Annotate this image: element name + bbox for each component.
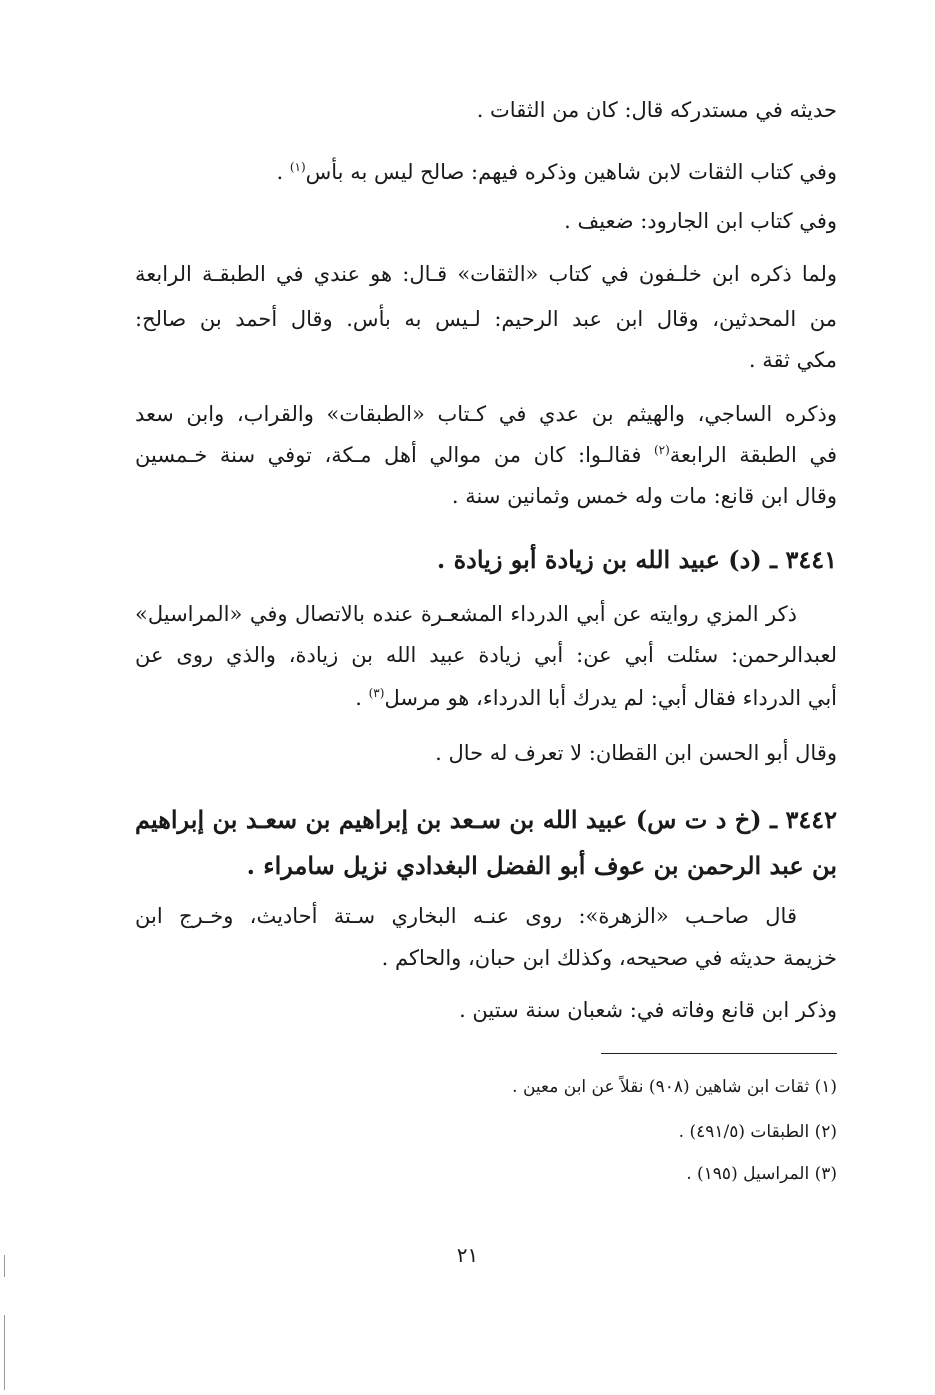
line-text: وفي كتاب الثقات لابن شاهين وذكره فيهم: صالح ليس به بأس: [305, 160, 837, 184]
main-text: [135, 0, 837, 1040]
paragraph-line: لعبدالرحمن: سئلت أبي عن: أبي زيادة عبيد الله بن زيادة، والذي روى عن: [135, 643, 837, 667]
paragraph-line: [135, 680, 837, 716]
footnote-separator: [601, 1053, 837, 1054]
paragraph-line: [135, 437, 837, 473]
paragraph-line: وذكر ابن قانع وفاته في: شعبان سنة ستين .: [459, 998, 837, 1022]
line-text: أبي الدرداء فقال أبي: لم يدرك أبا الدرداء، هو مرسل: [384, 686, 837, 710]
paragraph-line: مكي ثقة .: [748, 348, 837, 372]
paragraph-line: ذكر المزي روايته عن أبي الدرداء المشعـرة عنده بالاتصال وفي «المراسيل»: [135, 602, 797, 626]
paragraph-line: وفي كتاب ابن الجارود: ضعيف .: [564, 209, 837, 233]
footnote-ref-2[interactable]: (٢): [653, 443, 670, 457]
paragraph-line: خزيمة حديثه في صحيحه، وكذلك ابن حبان، والحاكم .: [381, 946, 837, 970]
footnote-2: (٢) الطبقات (٤٩١/٥) .: [678, 1122, 837, 1142]
page-number: ٢١: [456, 1243, 479, 1267]
footnote-ref-1[interactable]: (١): [289, 160, 306, 174]
line-text: في الطبقة الرابعة: [669, 443, 838, 467]
entry-heading-3442-cont: بن عبد الرحمن بن عوف أبو الفضل البغدادي نزيل سامراء .: [246, 851, 837, 880]
paragraph-line: قال صاحـب «الزهرة»: روى عنـه البخاري سـتة أحاديث، وخـرج ابن: [135, 904, 797, 928]
scan-edge-mark: [4, 1315, 5, 1390]
paragraph-line: حديثه في مستدركه قال: كان من الثقات .: [476, 98, 837, 122]
line-text: فقالـوا: كان من موالي أهل مـكة، توفي سنة خـمسين: [135, 443, 654, 467]
scan-edge-mark: [4, 1255, 5, 1277]
line-tail: .: [355, 686, 369, 710]
paragraph-line: وذكره الساجي، والهيثم بن عدي في كـتاب «الطبقات» والقراب، وابن سعد: [135, 402, 837, 426]
footnote-1: (١) ثقات ابن شاهين (٩٠٨) نقلاً عن ابن معين .: [512, 1077, 837, 1097]
paragraph-line: وقال أبو الحسن ابن القطان: لا تعرف له حال .: [435, 741, 837, 765]
entry-heading-3441: ٣٤٤١ ـ (د) عبيد الله بن زيادة أبو زيادة .: [436, 545, 837, 574]
paragraph-line: من المحدثين، وقال ابن عبد الرحيم: لـيس به بأس. وقال أحمد بن صالح:: [135, 307, 837, 331]
entry-heading-3442: ٣٤٤٢ ـ (خ د ت س) عبيد الله بن سـعد بن إبراهيم بن سعـد بن إبراهيم: [135, 805, 837, 834]
paragraph-line: [135, 154, 837, 190]
paragraph-line: ولما ذكره ابن خلـفون في كتاب «الثقات» قـال: هو عندي في الطبقـة الرابعة: [135, 262, 837, 286]
footnote-3: (٣) المراسيل (١٩٥) .: [686, 1164, 837, 1184]
paragraph-line: وقال ابن قانع: مات وله خمس وثمانين سنة .: [451, 484, 837, 508]
footnote-ref-3[interactable]: (٣): [368, 686, 385, 700]
line-tail: .: [276, 160, 290, 184]
